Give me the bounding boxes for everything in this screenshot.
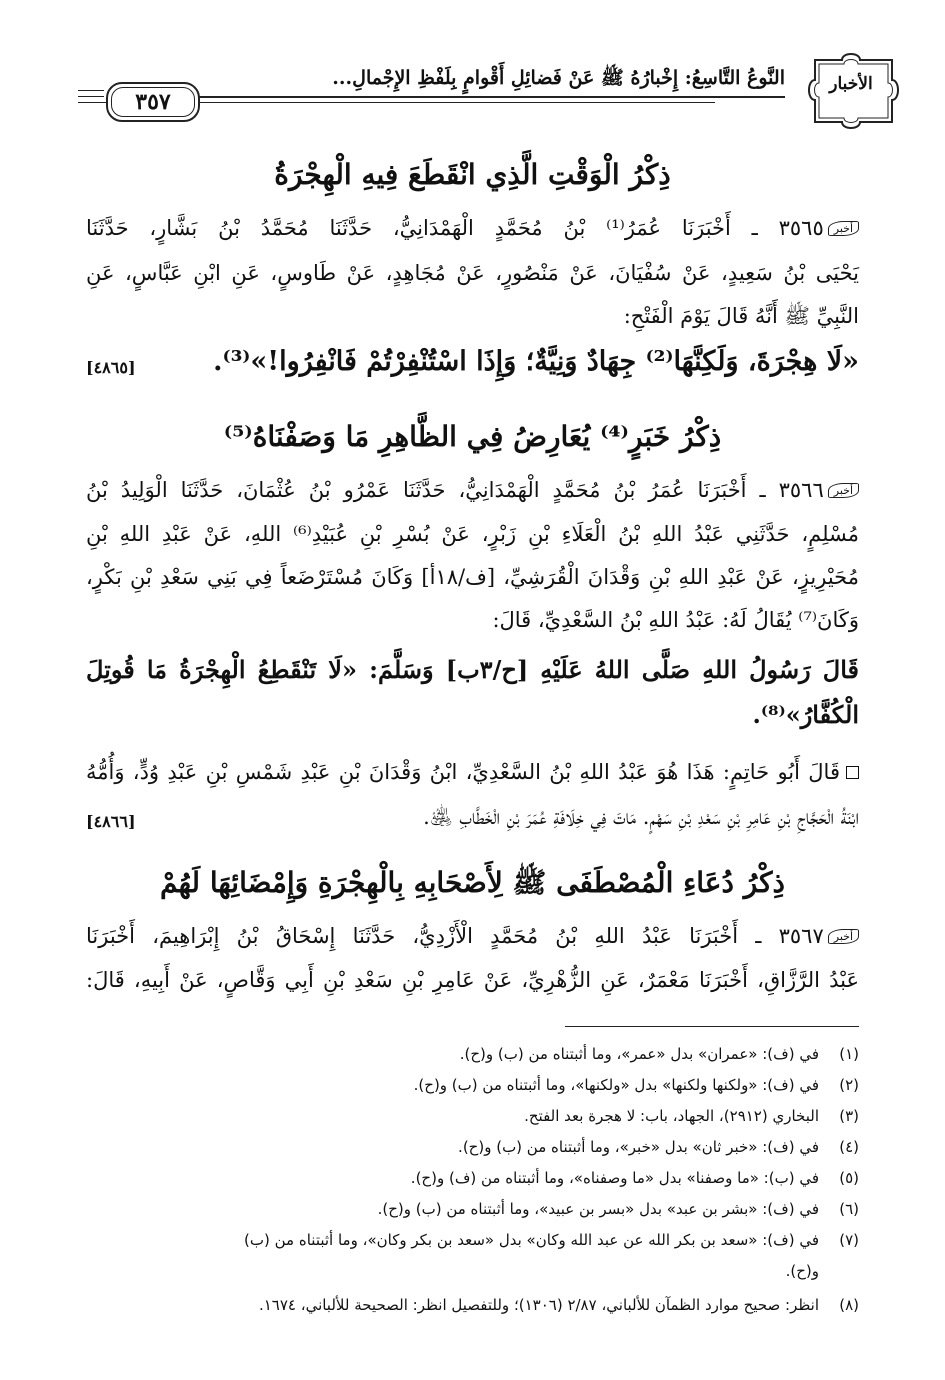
header-rule: [196, 96, 785, 98]
footnote: [86, 1107, 859, 1125]
running-title: النَّوعُ التَّاسِعُ: إِخْبارُهُ ﷺ عَنْ فَضائِلِ أَقْوامٍ بِلَفْظِ الإِجْمالِ...: [332, 67, 785, 89]
commentary-text: قَالَ أَبُو حَاتِمٍ: هَذَا هُوَ عَبْدُ اللهِ بْنُ السَّعْدِيِّ، ابْنُ وَقْدَانَ بْنِ عَبْدِ شَمْسِ بْنِ عَبْدِ وُدٍّ، وَأُمُّهُ: [86, 760, 840, 784]
hadith-line: عَبْدُ الرَّزَّاقِ، أَخْبَرَنَا مَعْمَرٌ، عَنِ الزُّهْرِيِّ، عَنْ عَامِرِ بْنِ سَعْدِ بْنِ أَبِي وَقَّاصٍ، عَنْ أَبِيهِ، قَالَ:: [86, 968, 859, 992]
footnote-text: انظر: صحيح موارد الظمآن للألباني، ٢/٨٧ (١٣٠٦)؛ وللتفصيل انظر: الصحيحة للألباني، ١٦٧٤.: [258, 1296, 819, 1314]
footnote: [86, 1231, 859, 1249]
commentary-line: ابْنَةُ الْحَجَّاجِ بْنِ عَامِرِ بْنِ سَعْدِ بْنِ سَهْمٍ. مَاتَ فِي خِلَافَةِ عُمَرَ بْنِ الْخَطَّابِ ﵁.: [423, 805, 859, 829]
footnote-number: (٤): [839, 1138, 859, 1156]
hadith-line: [86, 924, 859, 948]
footnote: [86, 1200, 859, 1218]
header-rule-left-lower: [78, 96, 104, 97]
square-bullet-icon: [846, 766, 859, 779]
hadith-line: وَكَانَ⁽⁷⁾ يُقَالُ لَهُ: عَبْدُ اللهِ بْنُ السَّعْدِيِّ، قَالَ:: [492, 608, 859, 632]
footnote-number: (٥): [839, 1169, 859, 1187]
akhbar-symbol-icon: أخبر: [828, 483, 859, 498]
footnote-number: (٧): [839, 1231, 859, 1249]
header-rule-left: [78, 90, 104, 91]
footnote-text: البخاري (٢٩١٢)، الجهاد، باب: لا هجرة بعد الفتح.: [524, 1107, 819, 1125]
footnote: [86, 1296, 859, 1314]
running-header: [78, 44, 905, 130]
footnote-text: في (ف): «سعد بن بكر الله عن عبد الله وكان» بدل «سعد بن بكر وكان»، وما أثبتناه من (ب): [244, 1231, 819, 1249]
footnote: [86, 1045, 859, 1063]
footnote-number: (٣): [839, 1107, 859, 1125]
commentary-line: [86, 760, 859, 784]
footnote-number: (١): [839, 1045, 859, 1063]
emblem-label: الأخبار: [829, 74, 873, 94]
section-heading: ذِكْرُ خَبَرٍ⁽⁴⁾ يُعَارِضُ فِي الظَّاهِرِ مَا وَصَفْنَاهُ⁽⁵⁾: [223, 420, 722, 453]
footnote-text: في (ف): «خبر ثان» بدل «خبر»، وما أثبتناه من (ب) و(ح).: [458, 1138, 819, 1156]
footnote-text: في (ف): «بشر بن عبد» بدل «بسر بن عبيد»، وما أثبتناه من (ب) و(ح).: [377, 1200, 819, 1218]
prophetic-saying: قَالَ رَسُولُ اللهِ صَلَّى اللهُ عَلَيْهِ [ح/٣ب] وَسَلَّمَ: «لَا تَنْقَطِعُ الْهِجْرَةُ مَا قُوتِلَ: [86, 655, 860, 684]
footnote-separator: [565, 1026, 859, 1027]
footnote: [86, 1138, 859, 1156]
footnote: [86, 1169, 859, 1187]
footnote-continuation: و(ح).: [785, 1262, 819, 1280]
footnote-number: (٢): [839, 1076, 859, 1094]
footnote-text: في (ف): «عمران» بدل «عمر»، وما أثبتناه من (ب) و(ح).: [459, 1045, 819, 1063]
footnote-text: في (ف): «ولكنها ولكنها» بدل «ولكنها»، وما أثبتناه من (ب) و(ح).: [413, 1076, 819, 1094]
prophetic-saying: «لَا هِجْرَةَ، وَلَكِنَّهَا⁽²⁾ جِهَادٌ وَنِيَّةٌ؛ وَإِذَا اسْتُنْفِرْتُمْ فَانْفِرُوا!»⁽³⁾.: [213, 346, 859, 377]
reference-number: [٤٨٦٥]: [86, 358, 136, 377]
footnote-number: (٨): [839, 1296, 859, 1314]
page-number: ٣٥٧: [106, 82, 200, 122]
hadith-line: [86, 216, 859, 240]
hadith-line: مُحَيْرِيزٍ، عَنْ عَبْدِ اللهِ بْنِ وَقْدَانَ الْقُرَشِيِّ، [ف/١٨أ] وَكَانَ مُسْتَرْضَعاً فِي بَنِي سَعْدِ بْنِ بَكْرٍ،: [86, 565, 859, 589]
hadith-line: [86, 478, 859, 502]
prophetic-saying: الْكُفَّارُ»⁽⁸⁾.: [752, 700, 859, 729]
reference-number: [٤٨٦٦]: [86, 812, 136, 831]
section-heading: ذِكْرُ دُعَاءِ الْمُصْطَفَى ﷺ لِأَصْحَابِهِ بِالْهِجْرَةِ وَإِمْضَائِهَا لَهُمْ: [160, 866, 785, 899]
hadith-text: ٣٥٦٥ ـ أَخْبَرَنَا عُمَرُ⁽¹⁾ بْنُ مُحَمَّدٍ الْهَمْدَانِيُّ، حَدَّثَنَا مُحَمَّدُ بْنُ بَشَّارٍ، حَدَّثَنَا: [86, 216, 824, 240]
akhbar-symbol-icon: أخبر: [828, 221, 859, 236]
section-heading: ذِكْرُ الْوَقْتِ الَّذِي انْقَطَعَ فِيهِ الْهِجْرَةُ: [274, 158, 671, 191]
hadith-line: النَّبِيِّ ﷺ أَنَّهُ قَالَ يَوْمَ الْفَتْحِ:: [623, 304, 859, 328]
footnote-text: في (ب): «ما وصفنا» بدل «ما وصفناه»، وما أثبتناه من (ف) و(ح).: [410, 1169, 819, 1187]
footnote: [86, 1076, 859, 1094]
akhbar-symbol-icon: أخبر: [828, 929, 859, 944]
footnote-number: (٦): [839, 1200, 859, 1218]
hadith-text: ٣٥٦٧ ـ أَخْبَرَنَا عَبْدُ اللهِ بْنُ مُحَمَّدٍ الْأَزْدِيُّ، حَدَّثَنَا إِسْحَاقُ بْنُ إِبْرَاهِيمَ، أَخْبَرَنَا: [86, 924, 824, 948]
hadith-line: مُسْلِمٍ، حَدَّثَنِي عَبْدُ اللهِ بْنُ الْعَلَاءِ بْنِ زَبْرٍ، عَنْ بُسْرِ بْنِ عُبَيْدِ⁽⁶⁾ اللهِ، عَنْ عَبْدِ اللهِ بْنِ: [86, 522, 860, 546]
hadith-text: ٣٥٦٦ ـ أَخْبَرَنَا عُمَرُ بْنُ مُحَمَّدٍ الْهَمْدَانِيُّ، حَدَّثَنَا عَمْرُو بْنُ عُثْمَانَ، حَدَّثَنَا الْوَلِيدُ بْنُ: [86, 478, 824, 502]
hadith-line: يَحْيَى بْنُ سَعِيدٍ، عَنْ سُفْيَانَ، عَنْ مَنْصُورٍ، عَنْ مُجَاهِدٍ، عَنْ طَاوسٍ، عَنِ ابْنِ عَبَّاسٍ، عَنِ: [86, 261, 859, 285]
